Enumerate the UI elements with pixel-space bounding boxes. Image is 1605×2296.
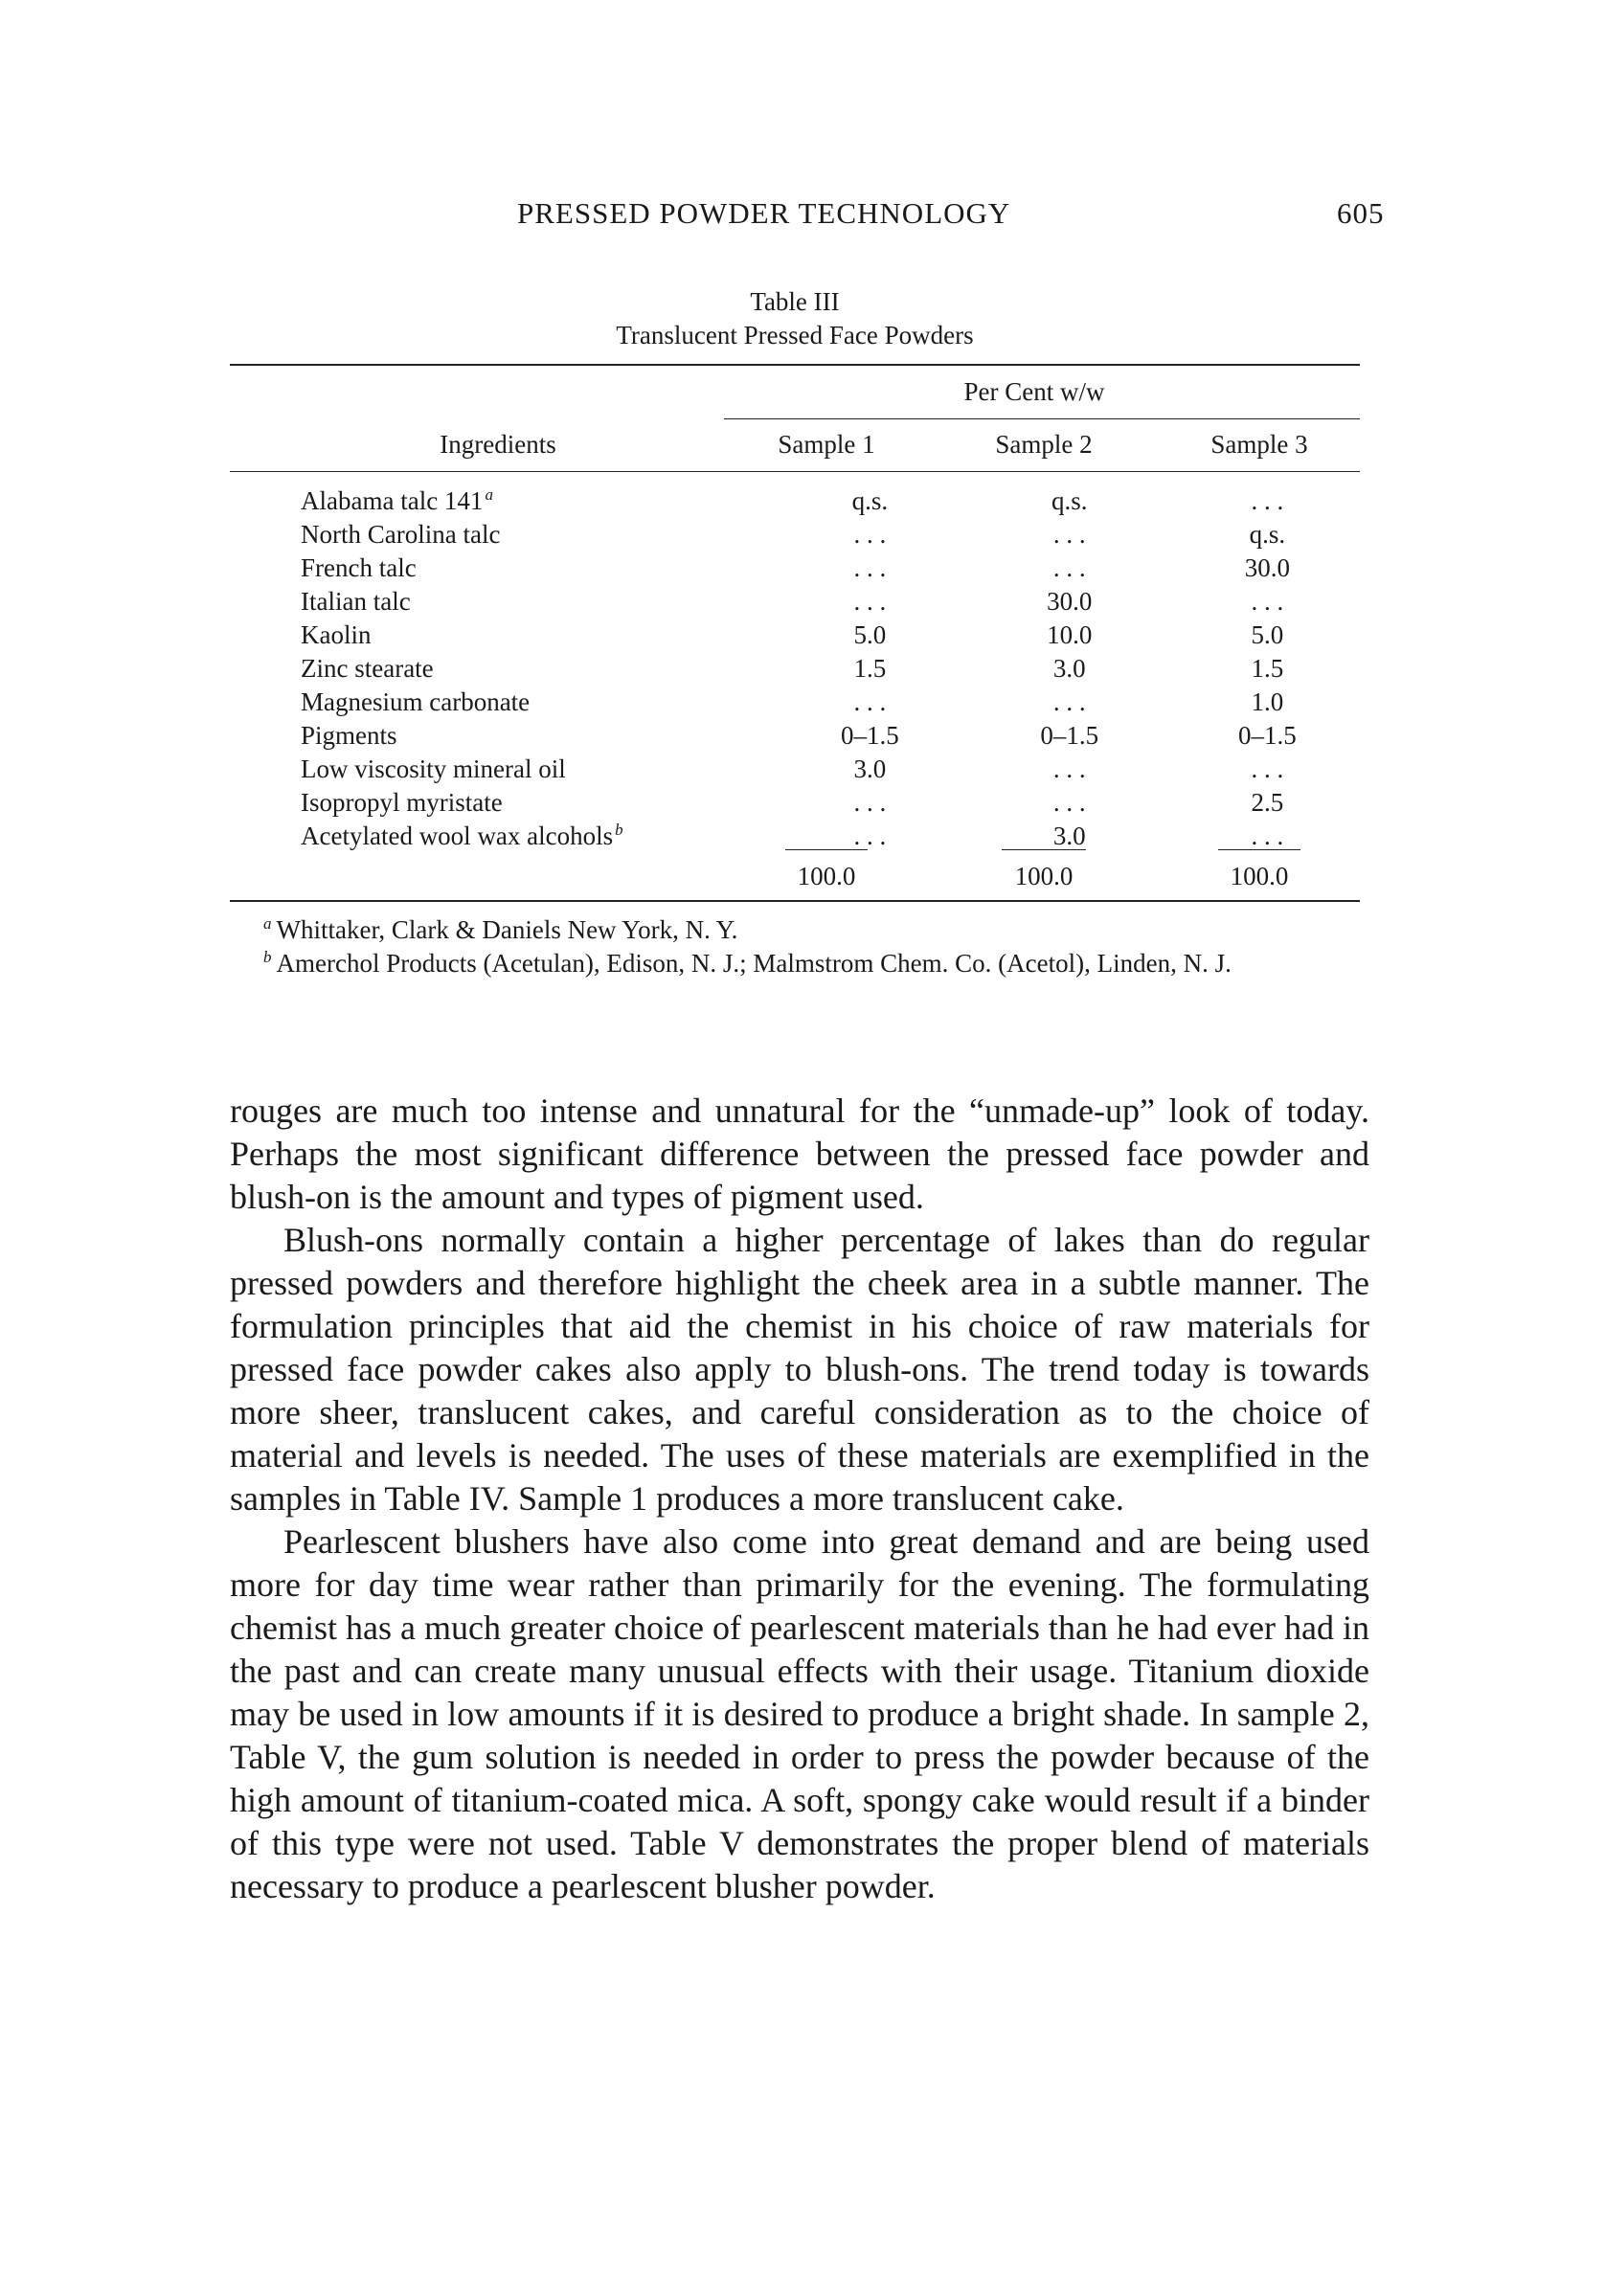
table-row xyxy=(230,820,1360,853)
ingredient-name: Low viscosity mineral oil xyxy=(301,754,566,783)
table-top-rule xyxy=(230,364,1360,366)
sample-2-value: 3.0 xyxy=(1052,654,1086,683)
body-paragraph-1: rouges are much too intense and unnatural for the “unmade-up” look of today. Perhaps the most significant difference between the pressed face powder and blush-on is the amount and types of pigment used. xyxy=(230,1092,1369,1216)
sample-3-value: 2.5 xyxy=(1251,788,1284,817)
ingredient-cell xyxy=(230,786,776,820)
sample-2-value: . . . xyxy=(1052,788,1086,817)
ingredient-cell xyxy=(230,518,776,551)
sample-1-value: 0–1.5 xyxy=(840,721,899,750)
ingredient-name: Magnesium carbonate xyxy=(301,687,531,716)
sample-3-value: . . . xyxy=(1251,822,1284,850)
sample-2-value: 0–1.5 xyxy=(1040,721,1099,750)
table-row xyxy=(230,786,1360,820)
table-bottom-rule xyxy=(230,900,1360,902)
sample-3-value: 1.0 xyxy=(1251,687,1284,716)
table-row xyxy=(230,484,1360,518)
footnote-a xyxy=(230,913,1362,947)
sample-2-value: 30.0 xyxy=(1047,587,1093,616)
ingredient-cell xyxy=(230,585,776,619)
sample-2-value: 3.0 xyxy=(1052,822,1086,850)
column-header-ingredients: Ingredients xyxy=(440,430,556,459)
sample-2-value: . . . xyxy=(1052,553,1086,582)
sample-3-value: 0–1.5 xyxy=(1237,721,1297,750)
ingredients-table xyxy=(230,484,1360,853)
sample-1-value: 5.0 xyxy=(853,620,887,649)
table-row xyxy=(230,652,1360,686)
header-rule xyxy=(230,471,1360,472)
sample-1-value: q.s. xyxy=(851,486,889,515)
table-row xyxy=(230,518,1360,551)
column-header-sample-1: Sample 1 xyxy=(778,430,875,459)
table-row xyxy=(230,719,1360,753)
footnote-reference: b xyxy=(615,821,623,839)
sample-1-value: . . . xyxy=(853,520,887,549)
sample-1-value: . . . xyxy=(853,788,887,817)
footnote-reference: a xyxy=(485,485,493,504)
column-header-sample-3: Sample 3 xyxy=(1210,430,1308,459)
ingredient-name: Acetylated wool wax alcohols xyxy=(301,822,614,850)
running-head-title: PRESSED POWDER TECHNOLOGY xyxy=(517,196,1011,230)
sample-1-value: . . . xyxy=(853,587,887,616)
sample-3-value: . . . xyxy=(1251,754,1284,783)
ingredient-cell xyxy=(230,619,776,652)
ingredient-name: Kaolin xyxy=(301,620,372,649)
ingredient-name: North Carolina talc xyxy=(301,520,501,549)
sample-3-value: . . . xyxy=(1251,587,1284,616)
sample-1-value: . . . xyxy=(853,822,887,850)
total-rule-sample-1 xyxy=(785,849,868,850)
table-row xyxy=(230,585,1360,619)
sample-3-value: 30.0 xyxy=(1244,553,1290,582)
sample-2-value: q.s. xyxy=(1051,486,1088,515)
footnote-mark: a xyxy=(263,914,272,933)
ingredient-cell xyxy=(230,719,776,753)
sample-3-value: . . . xyxy=(1251,486,1284,515)
total-sample-2: 100.0 xyxy=(1014,862,1074,890)
sample-2-value: . . . xyxy=(1052,687,1086,716)
ingredient-name: Zinc stearate xyxy=(301,654,434,683)
ingredient-cell xyxy=(230,753,776,786)
sample-3-value: 5.0 xyxy=(1251,620,1284,649)
sample-1-value: 3.0 xyxy=(853,754,887,783)
total-sample-1: 100.0 xyxy=(797,862,856,890)
ingredients-table-body xyxy=(230,484,1360,853)
footnote-text: Amerchol Products (Acetulan), Edison, N. J.; Malmstrom Chem. Co. (Acetol), Linden, N. J. xyxy=(276,949,1232,978)
sample-1-value: . . . xyxy=(853,687,887,716)
sample-1-value: 1.5 xyxy=(853,654,887,683)
page-number: 605 xyxy=(1337,196,1385,230)
sample-3-value: 1.5 xyxy=(1251,654,1284,683)
table-row xyxy=(230,551,1360,585)
ingredient-name: Isopropyl myristate xyxy=(301,788,503,817)
sample-1-value: . . . xyxy=(853,553,887,582)
sample-3-value: q.s. xyxy=(1249,520,1286,549)
spanner-rule xyxy=(724,418,1360,419)
table-row xyxy=(230,859,1360,893)
totals-row xyxy=(230,859,1360,893)
table-caption: Translucent Pressed Face Powders xyxy=(616,321,974,349)
total-sample-3: 100.0 xyxy=(1230,862,1289,890)
footnote-b xyxy=(230,947,1362,980)
table-footnotes xyxy=(230,913,1362,980)
table-row xyxy=(230,686,1360,719)
ingredient-cell xyxy=(230,820,776,853)
column-spanner: Per Cent w/w xyxy=(963,377,1105,406)
ingredient-cell xyxy=(230,686,776,719)
ingredient-cell xyxy=(230,551,776,585)
total-rule-sample-2 xyxy=(1002,849,1086,850)
footnote-text: Whittaker, Clark & Daniels New York, N. Y. xyxy=(276,915,738,944)
ingredient-name: Italian talc xyxy=(301,587,411,616)
ingredient-name: French talc xyxy=(301,553,417,582)
ingredient-cell xyxy=(230,484,776,518)
body-text xyxy=(230,1090,1369,1908)
table-row xyxy=(230,753,1360,786)
sample-2-value: . . . xyxy=(1052,520,1086,549)
ingredient-cell xyxy=(230,652,776,686)
body-paragraph-2: Blush-ons normally contain a higher percentage of lakes than do regular pressed powders and therefore highlight the cheek area in a subtle manner. The formulation principles that aid the chemist in his choice of raw materials for pressed face powder cakes also apply to blush-ons. The trend today is towards more sheer, translucent cakes, and careful consideration as to the choice of material and levels is needed. The uses of these materials are exemplified in the samples in Table IV. Sample 1 produces a more translucent cake. xyxy=(230,1221,1369,1518)
ingredient-name: Pigments xyxy=(301,721,397,750)
body-paragraph-3: Pearlescent blushers have also come into great demand and are being used more for day time wear rather than primarily for the evening. The formulating chemist has a much greater choice of pearlescent materials than he had ever had in the past and can create many unusual effects with their usage. Titanium dioxide may be used in low amounts if it is desired to produce a bright shade. In sample 2, Table V, the gum solution is needed in order to press the powder because of the high amount of titanium-coated mica. A soft, spongy cake would result if a binder of this type were not used. Table V demonstrates the proper blend of materials necessary to produce a pearlescent blusher powder. xyxy=(230,1522,1369,1905)
footnote-mark: b xyxy=(263,948,272,966)
total-rule-sample-3 xyxy=(1218,849,1300,850)
table-label: Table III xyxy=(750,287,840,316)
sample-2-value: . . . xyxy=(1052,754,1086,783)
ingredient-name: Alabama talc 141 xyxy=(301,486,484,515)
column-header-sample-2: Sample 2 xyxy=(995,430,1093,459)
table-row xyxy=(230,619,1360,652)
sample-2-value: 10.0 xyxy=(1047,620,1093,649)
totals-label-cell xyxy=(230,859,724,893)
